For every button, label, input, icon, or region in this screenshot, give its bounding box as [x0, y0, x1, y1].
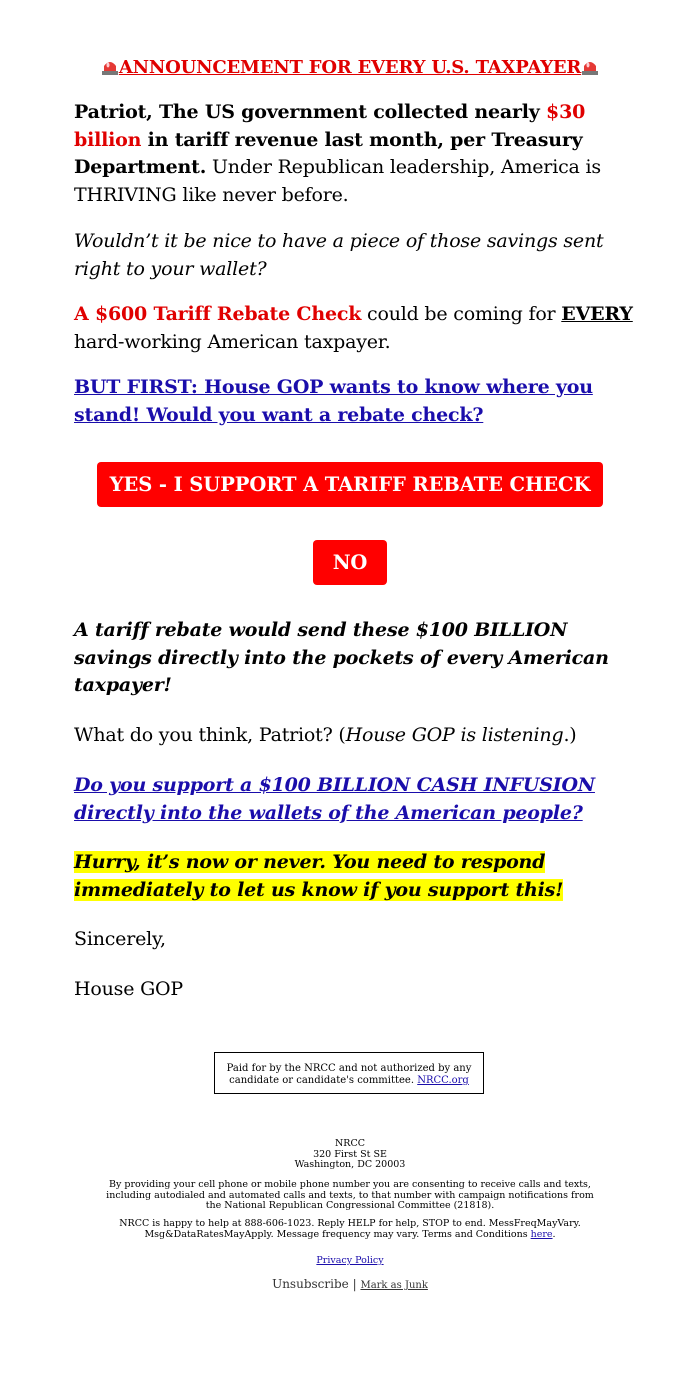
announcement-headline	[0, 57, 700, 78]
survey-link[interactable]: BUT FIRST: House GOP wants to know where you stand! Would you want a rebate check?	[74, 376, 593, 426]
unsubscribe-row	[90, 1277, 610, 1293]
intro-paragraph: Patriot, The US government collected nearly $30 billion in tariff revenue last month, per Treasury Department. Under Republican leadership, America is THRIVING like never before.	[74, 101, 601, 206]
patriot-question: What do you think, Patriot? (House GOP is listening.)	[74, 724, 577, 746]
wallet-question: Wouldn’t it be nice to have a piece of those savings sent right to your wallet?	[74, 230, 604, 280]
no-button[interactable]: NO	[313, 540, 387, 585]
help-text: NRCC is happy to help at 888-606-1023. Reply HELP for help, STOP to end. MessFreqMayVary. Msg&DataRatesMayApply. Message frequency may vary. Terms and Conditions here.	[119, 1218, 581, 1240]
signature: House GOP	[74, 978, 184, 1000]
rebate-paragraph: A $600 Tariff Rebate Check could be coming for EVERY hard-working American taxpayer.	[74, 303, 633, 353]
rebate-check-text: A $600 Tariff Rebate Check	[74, 303, 362, 325]
revenue-amount: $30 billion	[74, 101, 586, 151]
headline-text: ANNOUNCEMENT FOR EVERY U.S. TAXPAYER	[118, 57, 582, 78]
closing: Sincerely,	[74, 928, 166, 950]
mailing-address: NRCC 320 First St SE Washington, DC 20003	[294, 1138, 406, 1170]
paid-for-disclaimer: Paid for by the NRCC and not authorized by any candidate or candidate's committee. NRCC.org	[214, 1052, 484, 1094]
cash-infusion-link[interactable]: Do you support a $100 BILLION CASH INFUSION directly into the wallets of the American people?	[74, 774, 595, 824]
yes-support-button[interactable]: YES - I SUPPORT A TARIFF REBATE CHECK	[97, 462, 603, 507]
siren-icon	[581, 59, 599, 75]
billion-savings-paragraph: A tariff rebate would send these $100 BILLION savings directly into the pockets of every American taxpayer!	[74, 619, 609, 696]
siren-icon	[101, 59, 119, 75]
unsubscribe-link[interactable]: Unsubscribe	[272, 1277, 349, 1291]
terms-link[interactable]: here	[530, 1228, 553, 1240]
urgent-message: Hurry, it’s now or never. You need to respond immediately to let us know if you support this!	[74, 851, 564, 901]
consent-text: By providing your cell phone or mobile phone number you are consenting to receive calls and texts, including autodialed and automated calls and texts, to that number with campaign notifications from the National Republican Congressional Committee (21818).	[106, 1179, 594, 1211]
nrcc-link[interactable]: NRCC.org	[417, 1075, 469, 1086]
separator: |	[352, 1277, 357, 1291]
mark-as-junk-link[interactable]: Mark as Junk	[360, 1280, 428, 1291]
privacy-row	[90, 1256, 610, 1267]
every-emphasis: EVERY	[561, 303, 633, 325]
privacy-policy-link[interactable]: Privacy Policy	[316, 1255, 384, 1266]
